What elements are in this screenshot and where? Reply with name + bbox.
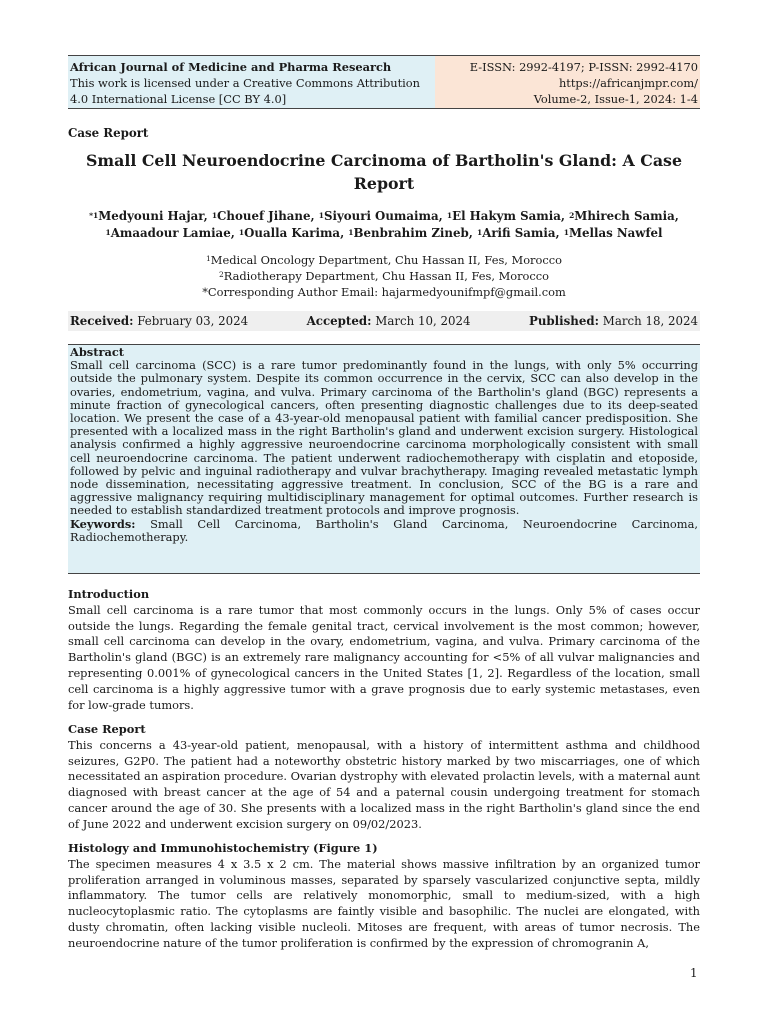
author: $^1$Amaadour Lamiae <box>105 226 231 240</box>
author: $^1$Oualla Karima <box>238 226 341 240</box>
author: $^1$Arifi Samia <box>476 226 556 240</box>
issn: E-ISSN: 2992-4197; P-ISSN: 2992-4170 <box>469 60 698 74</box>
histology-section <box>68 841 700 952</box>
journal-name: African Journal of Medicine and Pharma Research <box>70 60 392 74</box>
case-report-heading: Case Report <box>68 722 146 736</box>
published-date: Published: March 18, 2024 <box>528 314 698 328</box>
article-type: Case Report <box>68 126 149 140</box>
author: $^1$Mellas Nawfel <box>563 226 663 240</box>
journal-header <box>68 55 700 109</box>
accepted-date: Accepted: March 10, 2024 <box>306 314 471 328</box>
author: $^{*1}$Medyouni Hajar <box>89 209 204 223</box>
paper-title: Small Cell Neuroendocrine Carcinoma of Bartholin's Gland: A Case Report <box>85 151 682 193</box>
histology-text: The specimen measures 4 x 3.5 x 2 cm. The material shows massive infiltration by an organized tumor proliferation arranged in voluminous masses, separated by sparsely vascularized conjunctive septa, mildly inflammatory. The tumor cells are relatively monomorphic, small to medium-sized, with a high nucleocytoplasmic ratio. The cytoplasms are faintly visible and basophilic. The nuclei are elongated, with dusty chromatin, often lacking visible nucleoli. Mitoses are frequent, with areas of tumor necrosis. The neuroendocrine nature of the tumor proliferation is confirmed by the expression of chromogranin A, <box>68 856 700 950</box>
header-right-panel <box>435 56 700 108</box>
received-date: Received: February 03, 2024 <box>70 314 249 328</box>
page-number: 1 <box>690 966 698 980</box>
license-line-2: 4.0 International License [CC BY 4.0] <box>70 92 287 106</box>
introduction-section <box>68 587 700 713</box>
abstract-heading: Abstract <box>70 345 125 359</box>
histology-heading: Histology and Immunohistochemistry (Figure 1) <box>68 841 378 855</box>
journal-url[interactable]: https://africanjmpr.com/ <box>558 76 698 90</box>
case-report-text: This concerns a 43-year-old patient, menopausal, with a history of intermittent asthma and childhood seizures, G2P0. The patient had a noteworthy obstetric history marked by two miscarriages, one of which necessitated an aspiration procedure. Ovarian dystrophy with elevated prolactin levels, with a maternal aunt diagnosed with breast cancer at the age of 54 and a paternal cousin undergoing treatment for stomach cancer around the age of 30. She presents with a localized mass in the right Bartholin's gland since the end of June 2022 and underwent excision surgery on 09/02/2023. <box>68 737 700 831</box>
author: $^1$Benbrahim Zineb <box>348 226 469 240</box>
volume-issue: Volume-2, Issue-1, 2024: 1-4 <box>533 92 698 106</box>
author: $^2$Mhirech Samia <box>569 209 675 223</box>
license-line-1: This work is licensed under a Creative Commons Attribution <box>70 76 421 90</box>
affiliation: $^1$Medical Oncology Department, Chu Hassan II, Fes, Morocco <box>206 253 562 267</box>
affiliations <box>68 252 700 300</box>
introduction-text: Small cell carcinoma is a rare tumor that most commonly occurs in the lungs. Only 5% of cases occur outside the lungs. Regarding the female genital tract, cervical involvement is the most common; however, small cell carcinoma can develop in the ovary, endometrium, vagina, and vulva. Primary carcinoma of the Bartholin's gland (BGC) is an extremely rare malignancy accounting for <5% of all vulvar malignancies and representing 0.001% of gynecological cancers in the United States [1, 2]. Regardless of the location, small cell carcinoma is a highly aggressive tumor with a grave prognosis due to early systemic metastases, even for low-grade tumors. <box>68 602 700 712</box>
header-left-panel <box>68 56 435 108</box>
author: $^1$Siyouri Oumaima <box>318 209 439 223</box>
corresponding-author: *Corresponding Author Email: hajarmedyounifmpf@gmail.com <box>202 285 566 299</box>
dates-bar <box>68 311 700 331</box>
author-list: $^{*1}$Medyouni Hajar, $^1$Chouef Jihane, $^1$Siyouri Oumaima, $^1$El Hakym Samia, $^2$Mhirech Samia, $^1$Amaadour Lamiae, $^1$Oualla Karima, $^1$Benbrahim Zineb, $^1$Arifi Samia, $^1$Mellas Nawfel <box>89 209 679 240</box>
author: $^1$El Hakym Samia <box>446 209 561 223</box>
abstract-box <box>68 344 700 574</box>
affiliation: $^2$Radiotherapy Department, Chu Hassan II, Fes, Morocco <box>218 269 550 283</box>
author: $^1$Chouef Jihane <box>211 209 311 223</box>
case-report-section <box>68 722 700 833</box>
introduction-heading: Introduction <box>68 587 150 601</box>
keywords: Keywords: Small Cell Carcinoma, Bartholin's Gland Carcinoma, Neuroendocrine Carcinoma, Radiochemotherapy. <box>70 516 699 544</box>
abstract-text: Small cell carcinoma (SCC) is a rare tumor predominantly found in the lungs, with only 5% occurring outside the pulmonary system. Despite its common occurrence in the cervix, SCC can also develop in the ovaries, endometrium, vagina, and vulva. Primary carcinoma of the Bartholin's gland (BGC) represents a minute fraction of gynecological cancers, often presenting diagnostic challenges due to its deep-seated location. We present the case of a 43-year-old menopausal patient with familial cancer predisposition. She presented with a localized mass in the right Bartholin's gland and underwent excision surgery. Histological analysis confirmed a highly aggressive neuroendocrine carcinoma morphologically consistent with small cell neuroendocrine carcinoma. The patient underwent radiochemotherapy with cisplatin and etoposide, followed by pelvic and inguinal radiotherapy and vulvar brachytherapy. Imaging revealed metastatic lymph node dissemination, necessitating aggressive treatment. In conclusion, SCC of the BG is a rare and aggressive malignancy requiring multidisciplinary management for optimal outcomes. Further research is needed to establish standardized treatment protocols and improve prognosis. <box>70 358 698 518</box>
